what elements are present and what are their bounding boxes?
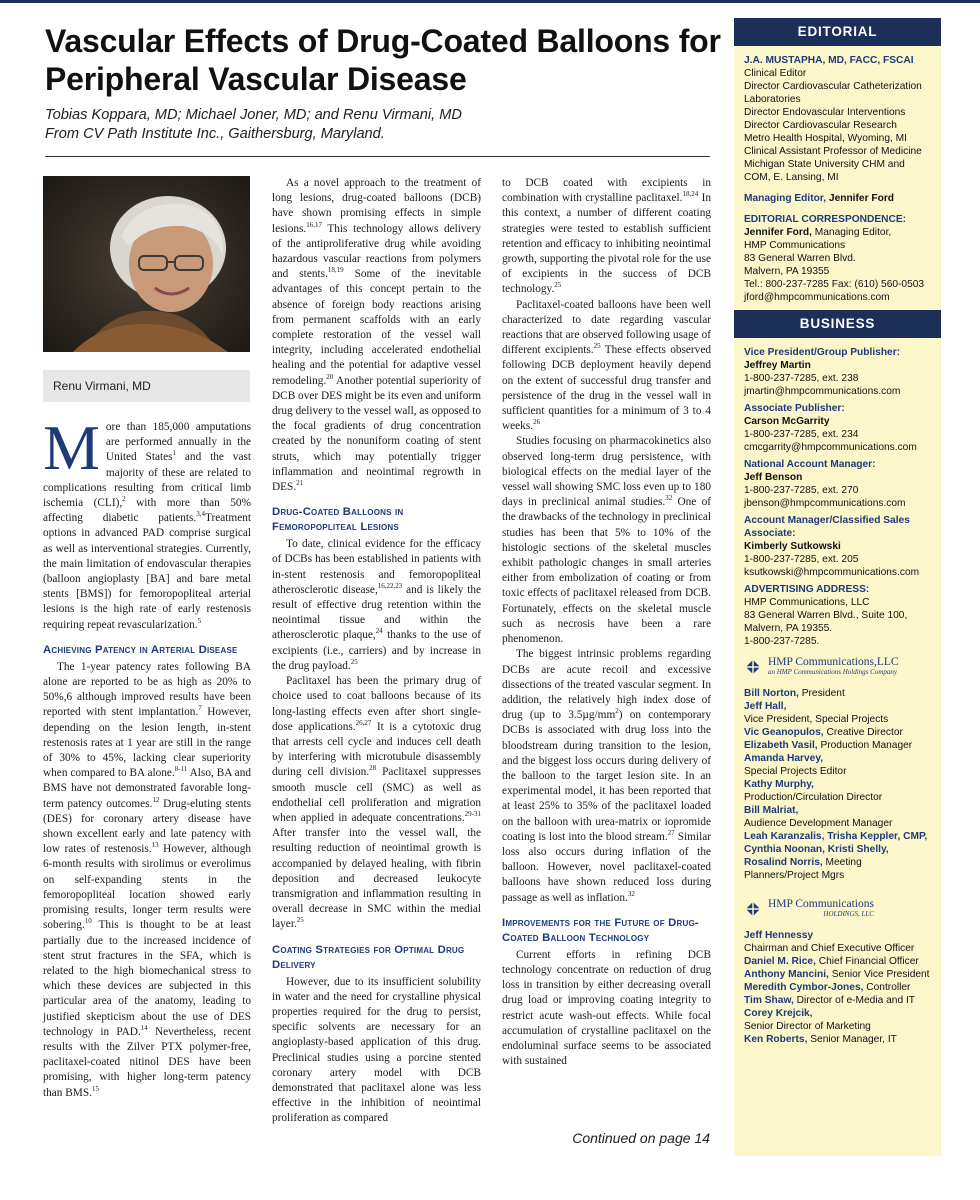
staff-entry xyxy=(744,752,931,778)
author-block xyxy=(45,106,725,144)
staff-name: Meredith Cymbor-Jones, xyxy=(744,982,864,993)
staff-name: Vic Geanopulos, xyxy=(744,727,824,738)
column-2 xyxy=(272,176,481,1127)
author-photo xyxy=(43,176,250,352)
paragraph: Paclitaxel-coated balloons have been well characterized to date regarding vascular reactions that are observed following usage of different excipients.$^{25}$ These effects observed following DCB deployment heavily depend on the extent of successful drug transfer and persistence of the drug in the vessel wall in sufficient quantities for a minimum of 3 to 4 weeks.$^{26}$ xyxy=(502,298,711,433)
staff-role: President xyxy=(798,688,845,699)
staff-name: Kathy Murphy, xyxy=(744,779,814,790)
staff-role: Senior Director of Marketing xyxy=(744,1021,871,1032)
staff-name: Jeff Hennessy xyxy=(744,930,814,941)
paragraph: Current efforts in refining DCB technology concentrate on reduction of drug loss in transition by either decreasing overall drug load or improving coating integrity to restrict acute wash-out effects. While focal accumulation of crystalline paclitaxel on the endoluminal surface seems to be associated with sustained xyxy=(502,948,711,1068)
hmp-diamond-icon xyxy=(744,658,762,676)
staff-role: Vice President, Special Projects xyxy=(744,714,889,725)
staff-name: Anthony Mancini, xyxy=(744,969,829,980)
staff-entry xyxy=(744,726,931,739)
managing-editor: Managing Editor, Jennifer Ford xyxy=(744,193,895,204)
editorial-header: EDITORIAL xyxy=(734,18,941,46)
paragraph: The biggest intrinsic problems regarding DCBs are acute recoil and excessive dissections of the treated vascular segment. In addition, the relatively high index dose of drug (up to $3.5\mu g/mm^2$) on contemporary DCBs is associated with drug loss into the bloodstream during transition to the lesion, and the biggest loss occurs during delivery of the balloon to the target lesion site. In an experimental model, it has been reported that at least 25% to 35% of the paclitaxel loaded on the balloon with urea-matrix or iopromide coating is lost into the blood stream.$^{27}$ Similar loss also occurs during inflation of the balloon. However, novel paclitaxel-coated balloons have shown reduced loss during passage as well as inflation.$^{32}$ xyxy=(502,648,711,904)
paragraph: to DCB coated with excipients in combination with crystalline paclitaxel.$^{18,24}$ In this context, a number of different coating strategies were tested to establish sufficient retention and efficacy to inhibiting neointimal growth, supporting the pivotal role for the use of excipients in the success of DCB technology.$^{25}$ xyxy=(502,177,711,296)
heading-patency: Achieving Patency in Arterial Disease xyxy=(43,643,238,656)
masthead-sidebar xyxy=(734,18,941,1156)
column-3 xyxy=(502,176,711,1069)
article-title: Vascular Effects of Drug-Coated Balloons for Peripheral Vascular Disease xyxy=(45,23,721,97)
staff-entry xyxy=(744,804,931,830)
column-1 xyxy=(43,412,251,1101)
paragraph: Studies focusing on pharmacokinetics also observed long-term drug persistence, with biological effects on the medial layer of the vessel wall showing SMC loss even up to 180 days in preclinical animal studies.$^{32}$ One of the drawbacks of the technology in preclinical studies has been that 5% to 10% of the histologic sections of the skeletal muscles exhibit pathologic changes in small arteries either from embolization of coating or from toxic effects of paclitaxel released from DCB. Fortunately, effects on the skeletal muscle such as necrosis have been a rare phenomenon. xyxy=(502,435,711,646)
photo-caption: Renu Virmani, MD xyxy=(43,370,250,402)
paragraph: Paclitaxel has been the primary drug of choice used to coat balloons because of its long-lasting effects even after short single-dose applications.$^{26,27}$ It is a cytotoxic drug that arrests cell cycle and induces cell death by interfering with microtubule disassembly during cell division.$^{28}$ Paclitaxel suppresses smooth muscle cell (SMC) as well as endothelial cell proliferation and migration when applied in adequate concentrations.$^{29-31}$ After transfer into the vessel wall, the resulting reduction of neointimal growth is accompanied by delayed healing, with fibrin deposition and decreased leukocyte transmigration and inflammation resulting in overall decrease in SMC within the medial layer.$^{25}$ xyxy=(272,675,481,931)
staff-entry xyxy=(744,739,931,752)
staff-entry xyxy=(744,929,931,955)
staff-role: Director of e-Media and IT xyxy=(793,995,915,1006)
hmp-llc-logo: HMP Communications,LLC an HMP Communications Holdings Company xyxy=(744,656,931,677)
heading-femoropopliteal: Drug-Coated Balloons in Femoropopliteal Lesions xyxy=(272,506,404,534)
staff-role: Chief Financial Officer xyxy=(815,956,919,967)
staff-name: Leah Karanzalis, Trisha Keppler, CMP, Cynthia Noonan, Kristi Shelly, Rosalind Norris, xyxy=(744,831,928,868)
clinical-editor-name: J.A. MUSTAPHA, MD, FACC, FSCAI xyxy=(744,55,914,66)
continued-link[interactable]: Continued on page 14 xyxy=(572,1130,710,1146)
staff-role: Senior Vice President xyxy=(828,969,930,980)
staff-entry xyxy=(744,778,931,804)
staff-list xyxy=(744,687,931,882)
staff-entry xyxy=(744,968,931,981)
staff-name: Amanda Harvey, xyxy=(744,753,824,764)
staff-entry xyxy=(744,955,931,968)
correspondence-heading: EDITORIAL CORRESPONDENCE: xyxy=(744,214,907,225)
paragraph: As a novel approach to the treatment of long lesions, drug-coated balloons (DCB) have shown promising effects in simple lesions.$^{16,17}$ This technology allows delivery of the antiproliferative drug while avoiding hazardous vascular reactions from polymers and stents.$^{18,19}$ Some of the inevitable advantages of this concept pertain to the absence of foreign body reactions arising from permanent scaffolds with an early complete restoration of the vessel wall integrity, including accelerated endothelial healing and the potential for adaptive vessel remodeling.$^{20}$ Another potential superiority of DCB over DES might be its even and uniform drug delivery to the vessel wall, as opposed to the focal gradients of drug concentration created by the nonuniform coating of stent struts, which may potentially trigger inflammation and neointimal regrowth in DES.$^{21}$ xyxy=(272,177,481,494)
paragraph: The 1-year patency rates following BA alone are reported to be as high as 20% to 50%,6 although improved results have been reported with stent implantation.$^7$ However, depending on the lesion length, in-stent restenosis rates at 1 year are still in the range of 30% to 45%, lacking clear superiority when compared to BA alone.$^{8-11}$ Also, BA and BMS have not demonstrated favorable long-term patency outcomes.$^{12}$ Drug-eluting stents (DES) for coronary artery disease have shown excellent early and late patency with low rates of restenosis.$^{13}$ However, although 6-month results with sirolimus or everolimus on self-expanding stents in the femoropopliteal location showed early promising results, longer term results were sobering.$^{10}$ This is thought to be at least partially due to the increased incidence of stent strut fractures in the SFA, which is related to the high biomechanical stress to which these devices are subjected in this particular area of the anatomy, leading to justified skepticism about the use of DES technology in PAD.$^{14}$ Nevertheless, recent results with the Zilver PTX polymer-free, paclitaxel-coated nitinol DES have been promising, with higher long-term patency than BMS.$^{15}$ xyxy=(43,660,251,1099)
staff-name: Jeff Hall, xyxy=(744,701,787,712)
staff-role: Creative Director xyxy=(823,727,903,738)
hmp-diamond-icon xyxy=(744,900,762,918)
staff-entry xyxy=(744,994,931,1007)
staff-role: Senior Manager, IT xyxy=(807,1034,897,1045)
paragraph: To date, clinical evidence for the efficacy of DCBs has been established in patients with in-stent restenosis and femoropopliteal atherosclerotic disease,$^{16,22,23}$ and is likely the result of effective drug retention within the neointimal tissue and within the atherosclerotic plaque,$^{24}$ thanks to the use of excipients (i.e., carriers) and by increase in the drug payload.$^{25}$ xyxy=(272,538,482,672)
staff-role: Controller xyxy=(863,982,911,993)
business-section: Vice President/Group Publisher: Jeffrey Martin 1-800-237-7285, ext. 238 jmartin@hmpcommunications.com Associate Publisher: Carson McGarrity 1-800-237-7285, ext. 234 cmcgarrity@hmpcommunications.com National Account Manager: Jeff Benson 1-800-237-7285, ext. 270 jbenson@hmpcommunications.com Account Manager/Classified Sales Associate: Kimberly Sutkowski 1-800-237-7285, ext. 205 ksutkowski@hmpcommunications.com ADVERTISING ADDRESS: HMP Communications, LLC 83 General Warren Blvd., Suite 100, Malvern, PA 19355. 1-800-237-7285. HMP Communications,LLC an HMP Communications Holdings Company Bill Norton, President Jeff Hall, Vice President, Special Projects Vic Geanopulos, Creative Director Elizabeth Vasil, Production Manager Amanda Harvey, Special Projects Editor Kathy Murphy, Production/Circulation Director Bill Malriat, Audience Development Manager Leah Karanzalis, Trisha Keppler, CMP, Cynthia Noonan, Kristi Shelly, Rosalind Norris, Meeting Planners/Project Mgrs HMP Communications HOLDINGS, LLC Jeff Hennessy Chairman and Chief Executive Officer Daniel M. Rice, Chief Financial Officer Anthony Mancini, Senior Vice President Meredith Cymbor-Jones, Controller Tim Shaw, Director of e-Media and IT Corey Krejcik, Senior Director of Marketing Ken Roberts, Senior Manager, IT xyxy=(744,347,930,1045)
heading-future: Improvements for the Future of Drug-Coated Balloon Technology xyxy=(502,916,699,944)
business-header: BUSINESS xyxy=(734,310,941,338)
affiliation-line: From CV Path Institute Inc., Gaithersburg, Maryland. xyxy=(45,126,385,142)
holdings-list xyxy=(744,929,931,1046)
staff-name: Bill Norton, xyxy=(744,688,799,699)
intro-paragraph: More than 185,000 amputations are performed annually in the United States$^1$ and the vast majority of these are related to complications resulting from critical limb ischemia (CLI),$^2$ with more than 50% affecting diabetic patients.$^{3,4}$Treatment options in advanced PAD comprise surgical as well as interventional strategies. Currently, the main limitation of endovascular therapies (balloon angioplasty [BA] and bare metal stents [BMS]) for femoropopliteal arterial lesions is the high rate of early restenosis requiring repeat revascularization.$^5$ xyxy=(43,412,251,631)
correspondence-address: HMP Communications 83 General Warren Blvd. Malvern, PA 19355 Tel.: 800-237-7285 Fax: (610) 560-0503 jford@hmpcommunications.com xyxy=(744,240,925,303)
drop-cap: M xyxy=(43,412,100,483)
staff-role: Special Projects Editor xyxy=(744,766,847,777)
staff-role: Audience Development Manager xyxy=(744,818,893,829)
staff-role: Chairman and Chief Executive Officer xyxy=(744,943,915,954)
top-rule xyxy=(0,0,980,3)
paragraph: However, due to its insufficient solubility in water and the need for crystalline physical properties required for the drug to persist, specific solvents are necessary for an angioplasty-based application of this drug. Preclinical studies using a porcine stented coronary artery model with DCB demonstrated that paclitaxel alone was less effective in the inhibition of neointimal proliferation as compared xyxy=(272,975,481,1125)
staff-entry xyxy=(744,981,931,994)
staff-name: Corey Krejcik, xyxy=(744,1008,813,1019)
authors-line: Tobias Koppara, MD; Michael Joner, MD; and Renu Virmani, MD xyxy=(45,107,462,123)
staff-name: Ken Roberts, xyxy=(744,1034,808,1045)
staff-entry xyxy=(744,1033,931,1046)
heading-coating: Coating Strategies for Optimal Drug Delivery xyxy=(272,943,465,971)
hmp-holdings-logo: HMP Communications HOLDINGS, LLC xyxy=(744,898,931,919)
staff-entry xyxy=(744,1007,931,1033)
staff-role: Production/Circulation Director xyxy=(744,792,883,803)
staff-role: Production Manager xyxy=(817,740,913,751)
staff-entry xyxy=(744,830,931,882)
correspondence-contact: Jennifer Ford, Managing Editor, xyxy=(744,227,892,238)
staff-role: Meeting Planners/Project Mgrs xyxy=(744,857,862,881)
staff-name: Tim Shaw, xyxy=(744,995,794,1006)
editorial-section xyxy=(734,46,941,310)
staff-name: Bill Malriat, xyxy=(744,805,799,816)
staff-entry xyxy=(744,700,931,726)
clinical-editor-titles: Clinical Editor Director Cardiovascular Catheterization Laboratories Director Endovascular Interventions Director Cardiovascular Research Metro Health Hospital, Wyoming, MI Clinical Assistant Professor of Medicine Michigan State University CHM and COM, E. Lansing, MI xyxy=(744,68,922,183)
staff-name: Elizabeth Vasil, xyxy=(744,740,818,751)
title-divider xyxy=(45,156,710,157)
staff-entry xyxy=(744,687,931,700)
staff-name: Daniel M. Rice, xyxy=(744,956,816,967)
